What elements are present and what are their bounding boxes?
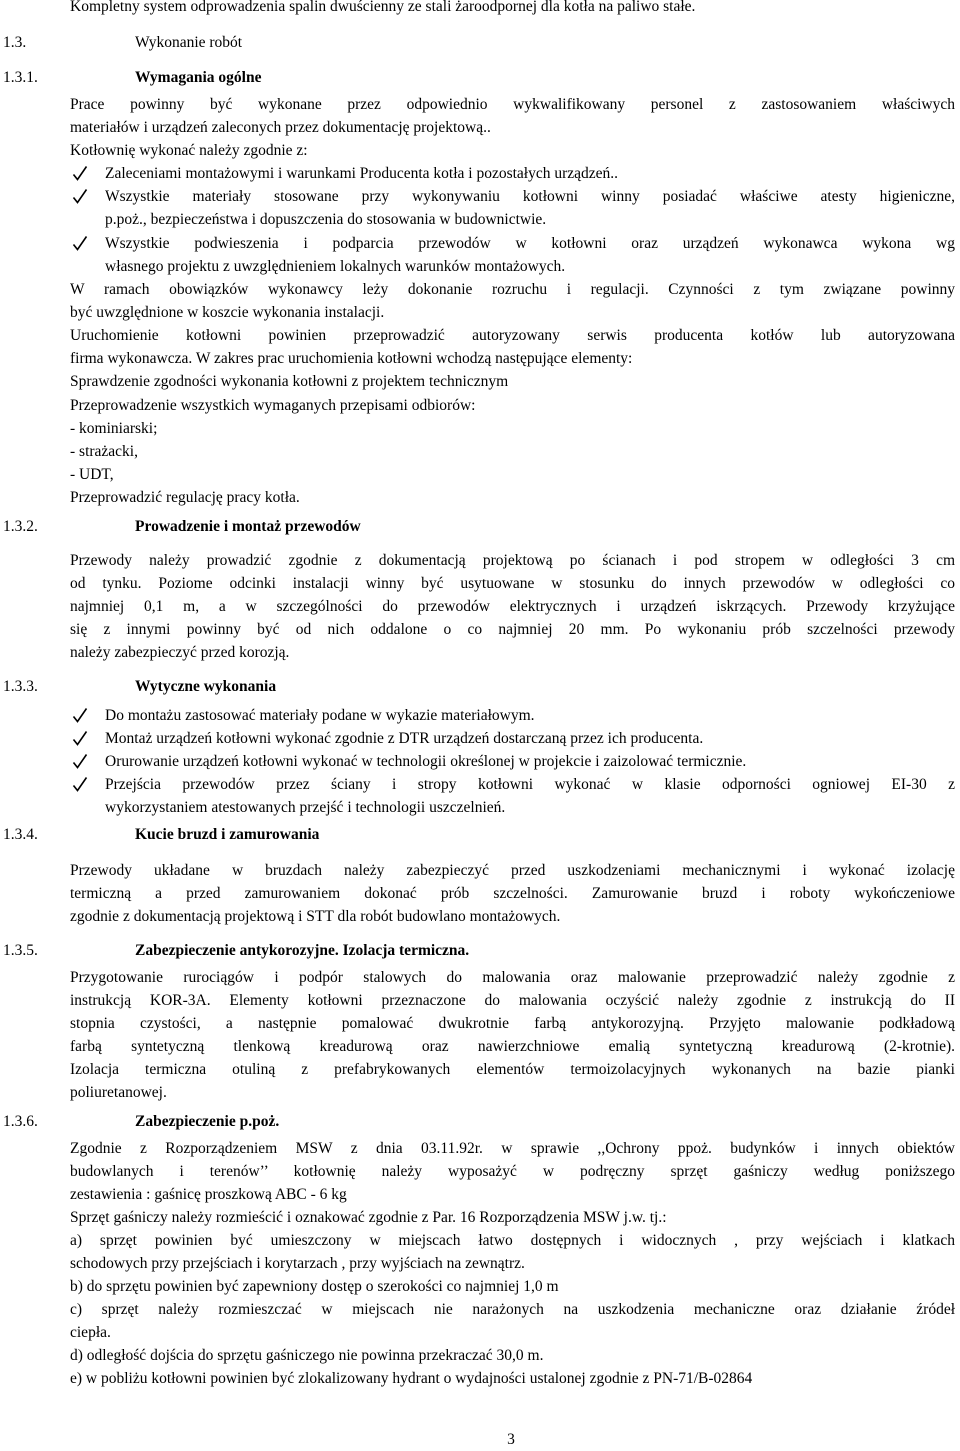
paragraph-line: Sprawdzenie zgodności wykonania kotłowni z projektem technicznym <box>70 373 509 390</box>
paragraph-line: od tynku. Poziome odcinki instalacji winny być usytuowane w stosunku do innych przewodów w odległości co <box>70 575 955 592</box>
section-title: Wymagania ogólne <box>135 69 262 86</box>
bullet-text: Orurowanie urządzeń kotłowni wykonać w technologii określonej w projekcie i zaizolować termicznie. <box>105 753 747 770</box>
paragraph-line: Prace powinny być wykonane przez odpowiednio wykwalifikowany personel z zastosowaniem właściwych <box>70 96 955 113</box>
paragraph-line: Uruchomienie kotłowni powinien przeprowadzić autoryzowany serwis producenta kotłów lub autoryzowana <box>70 327 955 344</box>
checkmark-icon <box>72 164 88 182</box>
bullet-text: Wszystkie podwieszenia i podparcia przewodów w kotłowni oraz urządzeń wykonawca wykona wg <box>105 235 955 252</box>
section-number: 1.3.6. <box>3 1113 38 1130</box>
list-item: a) sprzęt powinien być umieszczony w miejscach łatwo dostępnych i widocznych , przy wejściach i klatkach <box>70 1232 955 1249</box>
paragraph-line: Przewody układane w bruzdach należy zabezpieczyć przed uszkodzeniami mechanicznymi i wykonać izolację <box>70 862 955 879</box>
section-number: 1.3.2. <box>3 518 38 535</box>
paragraph-line: Przeprowadzić regulację pracy kotła. <box>70 489 300 506</box>
paragraph-line: się z innymi powinny być od nich oddalone o co najmniej 20 mm. Po wykonaniu prób szczelności przewody <box>70 621 955 638</box>
bullet-text: Wszystkie materiały stosowane przy wykonywaniu kotłowni winny posiadać właściwe atesty higieniczne, <box>105 188 955 205</box>
paragraph-line: Przygotowanie rurociągów i podpór stalowych do malowania oraz malowanie przeprowadzić należy zgodnie z <box>70 969 955 986</box>
checkmark-icon <box>72 775 88 793</box>
bullet-text: Do montażu zastosować materiały podane w wykazie materiałowym. <box>105 707 535 724</box>
checkmark-icon <box>72 234 88 252</box>
paragraph-line: zestawienia : gaśnicę proszkową ABC - 6 kg <box>70 1186 347 1203</box>
section-title: Wykonanie robót <box>135 34 243 51</box>
paragraph-line: materiałów i urządzeń zaleconych przez dokumentację projektową.. <box>70 119 491 136</box>
paragraph-line: poliuretanowej. <box>70 1084 167 1101</box>
list-item: - kominiarski; <box>70 420 158 437</box>
checkmark-icon <box>72 706 88 724</box>
bullet-text: p.poż., bezpieczeństwa i dopuszczenia do stosowania w budownictwie. <box>105 211 547 228</box>
paragraph-line: W ramach obowiązków wykonawcy leży dokonanie rozruchu i regulacji. Czynności z tym związane powinny <box>70 281 955 298</box>
list-item: d) odległość dojścia do sprzętu gaśniczego nie powinna przekraczać 30,0 m. <box>70 1347 544 1364</box>
list-item: b) do sprzętu powinien być zapewniony dostęp o szerokości co najmniej 1,0 m <box>70 1278 559 1295</box>
paragraph-line: należy zabezpieczyć przed korozją. <box>70 644 290 661</box>
paragraph-line: być uwzględnione w koszcie wykonania instalacji. <box>70 304 385 321</box>
paragraph-line: Kotłownię wykonać należy zgodnie z: <box>70 142 308 159</box>
paragraph-line: stopnia czystości, a następnie pomalować dwukrotnie farbą antykorozyjną. Przyjęto malowanie podkładową <box>70 1015 955 1032</box>
section-title: Zabezpieczenie antykorozyjne. Izolacja termiczna. <box>135 942 470 959</box>
bullet-text: Przejścia przewodów przez ściany i stropy kotłowni wykonać w klasie odporności ogniowej EI-30 z <box>105 776 955 793</box>
list-item: schodowych przy przejściach i korytarzach , przy wyjściach na zewnątrz. <box>70 1255 525 1272</box>
section-number: 1.3.3. <box>3 678 38 695</box>
section-number: 1.3.5. <box>3 942 38 959</box>
paragraph-line: Przewody należy prowadzić zgodnie z dokumentacją projektową po ścianach i pod stropem w odległości 3 cm <box>70 552 955 569</box>
paragraph-line: firma wykonawcza. W zakres prac uruchomienia kotłowni wchodzą następujące elementy: <box>70 350 633 367</box>
list-item: - strażacki, <box>70 443 138 460</box>
bullet-text: własnego projektu z uwzględnieniem lokalnych warunków montażowych. <box>105 258 566 275</box>
list-item: - UDT, <box>70 466 114 483</box>
paragraph-line: zgodnie z dokumentacją projektową i STT dla robót budowlano montażowych. <box>70 908 561 925</box>
section-number: 1.3.1. <box>3 69 38 86</box>
section-title: Zabezpieczenie p.poż. <box>135 1113 280 1130</box>
checkmark-icon <box>72 187 88 205</box>
section-title: Kucie bruzd i zamurowania <box>135 826 320 843</box>
page-number: 3 <box>507 1431 515 1448</box>
paragraph-line: farbą syntetyczną tlenkową kreadurową oraz nawierzchniowe emalią syntetyczną kreadurową (2-krotnie). <box>70 1038 955 1055</box>
list-item: c) sprzęt należy rozmieszczać w miejscach nie narażonych na uszkodzenia mechaniczne oraz działanie źródeł <box>70 1301 955 1318</box>
paragraph-line: Sprzęt gaśniczy należy rozmieścić i oznakować zgodnie z Par. 16 Rozporządzenia MSW j.w. tj.: <box>70 1209 667 1226</box>
section-number: 1.3.4. <box>3 826 38 843</box>
paragraph-line: Izolacja termiczna otuliną z prefabrykowanych elementów termoizolacyjnych wykonanych na bazie pianki <box>70 1061 955 1078</box>
paragraph-line: termiczną a przed zamurowaniem dokonać prób szczelności. Zamurowanie bruzd i roboty wykończeniowe <box>70 885 955 902</box>
paragraph-line: budowlanych i terenów’’ kotłownię należy wyposażyć w podręczny sprzęt gaśniczy według poniższego <box>70 1163 955 1180</box>
paragraph-line: Zgodnie z Rozporządzeniem MSW z dnia 03.11.92r. w sprawie ,,Ochrony ppoż. budynków i innych obiektów <box>70 1140 955 1157</box>
checkmark-icon <box>72 752 88 770</box>
bullet-text: Montaż urządzeń kotłowni wykonać zgodnie z DTR urządzeń dostarczaną przez ich producenta. <box>105 730 704 747</box>
section-title: Prowadzenie i montaż przewodów <box>135 518 361 535</box>
checkmark-icon <box>72 729 88 747</box>
bullet-text: Zaleceniami montażowymi i warunkami Producenta kotła i pozostałych urządzeń.. <box>105 165 619 182</box>
paragraph-line: Przeprowadzenie wszystkich wymaganych przepisami odbiorów: <box>70 397 476 414</box>
section-number: 1.3. <box>3 34 27 51</box>
intro-line: Kompletny system odprowadzenia spalin dwuścienny ze stali żaroodpornej dla kotła na paliwo stałe. <box>70 0 696 15</box>
bullet-text: wykorzystaniem atestowanych przejść i technologii uszczelnień. <box>105 799 506 816</box>
list-item: e) w pobliżu kotłowni powinien być zlokalizowany hydrant o wydajności ustalonej zgodnie z PN-71/B-02864 <box>70 1370 753 1387</box>
list-item: ciepła. <box>70 1324 111 1341</box>
paragraph-line: instrukcją KOR-3A. Elementy kotłowni przeznaczone do malowania oczyścić należy zgodnie z instrukcją do II <box>70 992 955 1009</box>
section-title: Wytyczne wykonania <box>135 678 277 695</box>
paragraph-line: najmniej 0,1 m, a w szczególności do przewodów elektrycznych i urządzeń iskrzących. Przewody krzyżujące <box>70 598 955 615</box>
